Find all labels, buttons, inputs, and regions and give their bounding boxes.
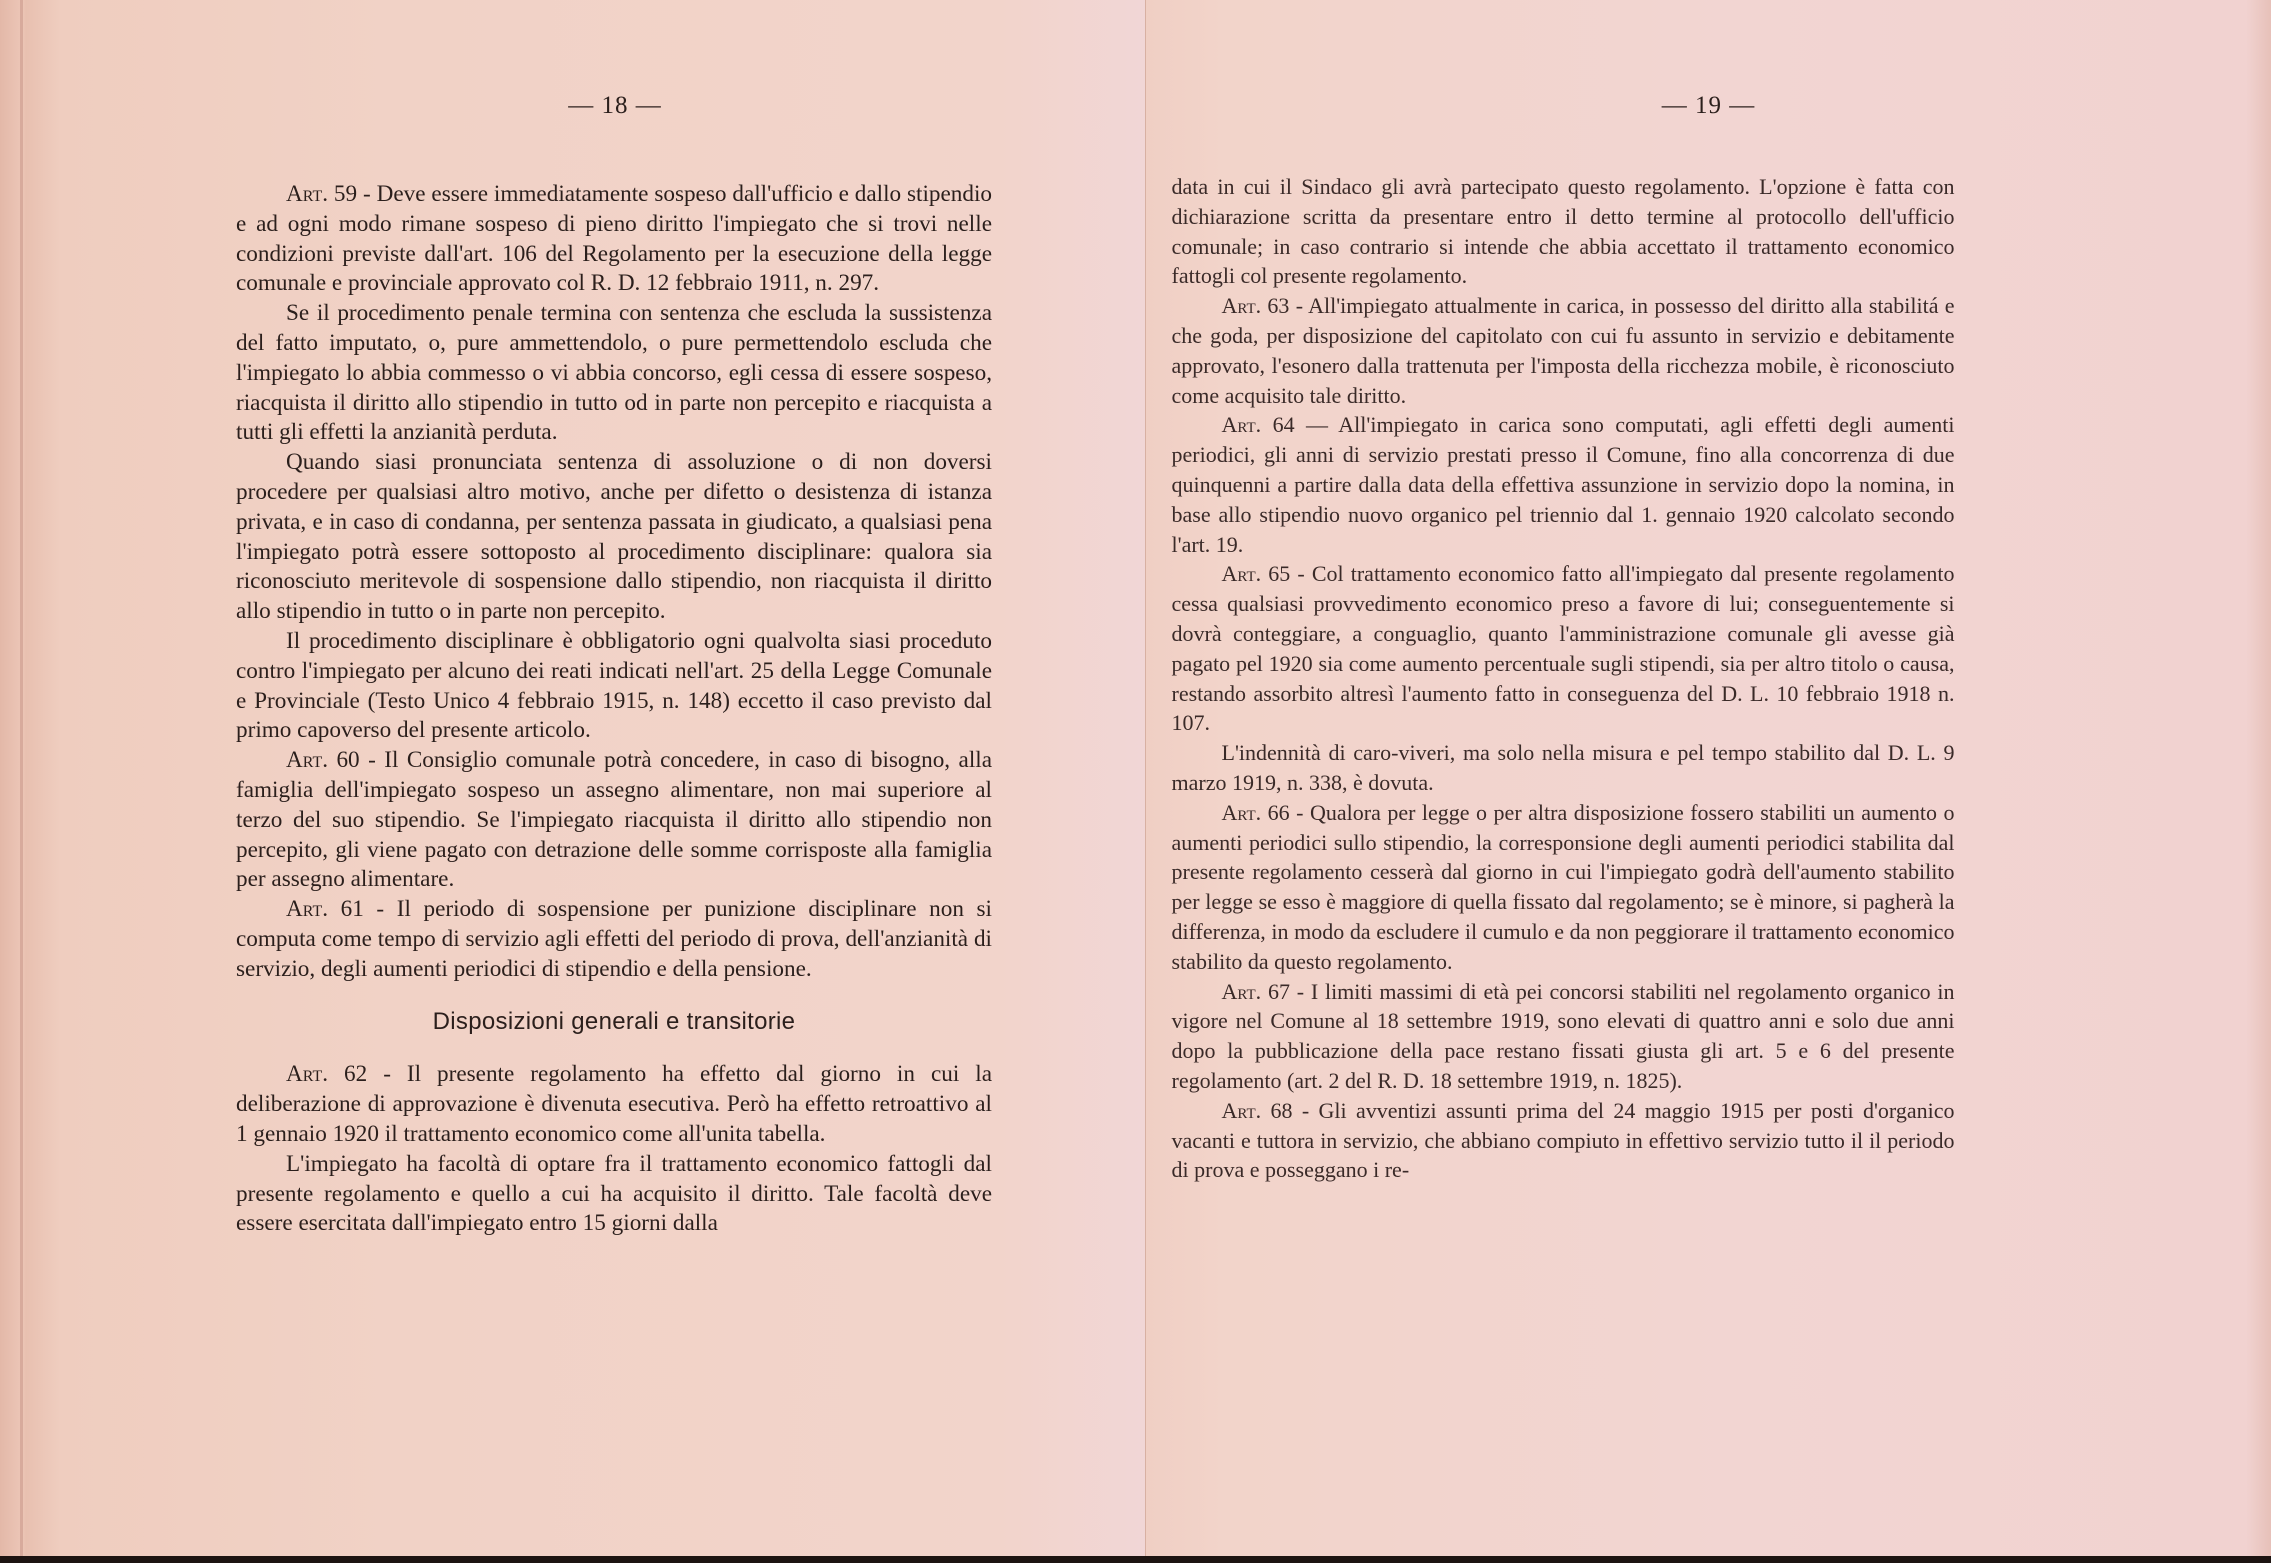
- article-number: Art. 59: [286, 181, 358, 207]
- paragraph-text: - Gli avventizi assunti prima del 24 maggio 1915 per posti d'organico vacanti e tuttora in servizio, che abbiano compiuto in effettivo servizio tutto il il periodo di prova e posseggano i re-: [1171, 1097, 1955, 1183]
- right-page: [1146, 0, 2271, 1556]
- scan-bottom-edge: [0, 1556, 2271, 1563]
- article-paragraph: [1172, 559, 1955, 738]
- paragraph-text: Quando siasi pronunciata sentenza di assoluzione o di non doversi procedere per qualsiasi altro motivo, anche per difetto o desistenza di istanza privata, e in caso di condanna, per sentenza passata in giudicato, a qualsiasi pena l'impiegato potrà essere sottoposto al procedimento disciplinare: qualora sia riconosciuto meritevole di sospensione dallo stipendio, non riacquista il diritto allo stipendio in tutto o in parte non percepito.: [236, 449, 992, 625]
- article-paragraph: [236, 1060, 992, 1149]
- paragraph-text: - Deve essere immediatamente sospeso dall'ufficio e dallo stipendio e ad ogni modo rimane sospeso di pieno diritto l'impiegato che si trovi nelle condizioni previste dall'art. 106 del Regolamento per la esecuzione della legge comunale e provinciale approvato col R. D. 12 febbraio 1911, n. 297.: [236, 181, 993, 297]
- left-articles-after-heading: [236, 1060, 992, 1239]
- article-number: Art. 68: [1221, 1097, 1293, 1123]
- article-paragraph: [236, 180, 992, 299]
- section-heading: Disposizioni generali e transitorie: [432, 1007, 796, 1035]
- right-articles: [1172, 172, 1955, 1185]
- paragraph: [1172, 738, 1955, 798]
- article-number: Art. 66: [1221, 799, 1290, 825]
- paragraph-text: - Il presente regolamento ha effetto dal giorno in cui la deliberazione di approvazione è divenuta esecutiva. Però ha effetto retroattivo al 1 gennaio 1920 il trattamento economico come all'unita tabella.: [236, 1061, 992, 1147]
- paragraph-text: - Il Consiglio comunale potrà concedere, in caso di bisogno, alla famiglia dell'impiegato sospeso un assegno alimentare, non mai superiore al terzo del suo stipendio. Se l'impiegato riacquista il diritto allo stipendio non percepito, gli viene pagato con detrazione delle somme corrisposte alla famiglia per assegno alimentare.: [236, 747, 992, 893]
- paragraph-text: — All'impiegato in carica sono computati, agli effetti degli aumenti periodici, gli anni di servizio prestati presso il Comune, fino alla concorrenza di due quinquenni a partire dalla data della effettiva assunzione in servizio dopo la nomina, in base allo stipendio nuovo organico pel triennio dal 1. gennaio 1920 calcolato secondo l'art. 19.: [1171, 412, 1955, 557]
- paragraph-text: L'indennità di caro-viveri, ma solo nella misura e pel tempo stabilito dal D. L. 9 marzo 1919, n. 338, è dovuta.: [1171, 740, 1955, 795]
- paragraph: [1172, 172, 1955, 291]
- article-paragraph: [1172, 291, 1955, 410]
- paragraph-text: Il procedimento disciplinare è obbligatorio ogni qualvolta siasi proceduto contro l'impiegato per alcuno dei reati indicati nell'art. 25 della Legge Comunale e Provinciale (Testo Unico 4 febbraio 1915, n. 148) eccetto il caso previsto dal primo capoverso del presente articolo.: [236, 627, 992, 744]
- paragraph-text: - Col trattamento economico fatto all'impiegato dal presente regolamento cessa qualsiasi provvedimento economico preso a favore di lui; conseguentemente si dovrà conteggiare, a conguaglio, quanto l'amministrazione comunale gli avesse già pagato pel 1920 sia come aumento percentuale sugli stipendi, sia per altro titolo o causa, restando assorbito altresì l'aumento fatto in conseguenza del D. L. 10 febbraio 1918 n. 107.: [1171, 561, 1955, 736]
- left-text-column: [236, 180, 992, 1239]
- paragraph: [236, 627, 992, 746]
- paragraph-text: L'impiegato ha facoltà di optare fra il trattamento economico fattogli dal presente regolamento e quello a cui ha acquisito il diritto. Tale facoltà deve essere esercitata dall'impiegato entro 15 giorni dalla: [236, 1150, 992, 1237]
- paragraph: [236, 299, 992, 448]
- page-number: — 18 —: [568, 92, 662, 119]
- paragraph-text: - I limiti massimi di età pei concorsi stabiliti nel regolamento organico in vigore nel Comune al 18 settembre 1919, sono elevati di quattro anni e solo due anni dopo la pubblicazione della pace restano fissati giusta gli art. 5 e 6 del presente regolamento (art. 2 del R. D. 18 settembre 1919, n. 1825).: [1171, 978, 1955, 1093]
- left-articles: [236, 180, 992, 985]
- article-number: Art. 63: [1221, 293, 1290, 319]
- article-number: Art. 64: [1221, 412, 1295, 438]
- article-number: Art. 65: [1221, 561, 1291, 587]
- article-paragraph: [1172, 1096, 1955, 1185]
- paragraph: [236, 448, 992, 627]
- paragraph-text: - Il periodo di sospensione per punizione disciplinare non si computa come tempo di servizio agli effetti del periodo di prova, dell'anzianità di servizio, degli aumenti periodici di stipendio e della pensione.: [236, 896, 993, 982]
- paragraph: [236, 1150, 992, 1239]
- article-number: Art. 61: [286, 896, 364, 923]
- article-paragraph: [1172, 977, 1955, 1096]
- article-number: Art. 62: [286, 1061, 368, 1088]
- article-number: Art. 67: [1221, 978, 1290, 1004]
- paragraph-text: - Qualora per legge o per altra disposizione fossero stabiliti un aumento o aumenti periodici sullo stipendio, la corresponsione degli aumenti periodici stabilita dal presente regolamento cesserà dal giorno in cui l'impiegato godrà dell'aumento stabilito per legge se esso è maggiore di quella fissato dal regolamento; se è minore, si pagherà la differenza, in modo da escludere il cumulo e da non peggiorare il trattamento economico stabilito da questo regolamento.: [1171, 799, 1955, 974]
- paragraph-text: Se il procedimento penale termina con sentenza che escluda la sussistenza del fatto imputato, o, pure ammettendolo, o pure permettendolo escluda che l'impiegato lo abbia commesso o vi abbia concorso, egli cessa di essere sospeso, riacquista il diritto allo stipendio in tutto od in parte non percepito e riacquista a tutti gli effetti la anzianità perduta.: [236, 300, 992, 446]
- paragraph-text: - All'impiegato attualmente in carica, in possesso del diritto alla stabilitá e che goda, per disposizione del capitolato con cui fu assunto in servizio e debitamente approvato, l'esonero dalla trattenuta per l'imposta della ricchezza mobile, è riconosciuto come acquisito tale diritto.: [1171, 293, 1955, 408]
- page-number: — 19 —: [1661, 92, 1756, 119]
- article-paragraph: [1172, 410, 1955, 559]
- article-paragraph: [236, 895, 992, 984]
- right-text-column: [1172, 172, 1955, 1185]
- article-number: Art. 60: [286, 747, 360, 774]
- paragraph-text: data in cui il Sindaco gli avrà partecipato questo regolamento. L'opzione è fatta con dichiarazione scritta da presentare entro il detto termine al protocollo dell'ufficio comunale; in caso contrario si intende che abbia accettato il trattamento economico fattogli col presente regolamento.: [1171, 174, 1955, 289]
- article-paragraph: [236, 746, 992, 895]
- article-paragraph: [1172, 798, 1955, 977]
